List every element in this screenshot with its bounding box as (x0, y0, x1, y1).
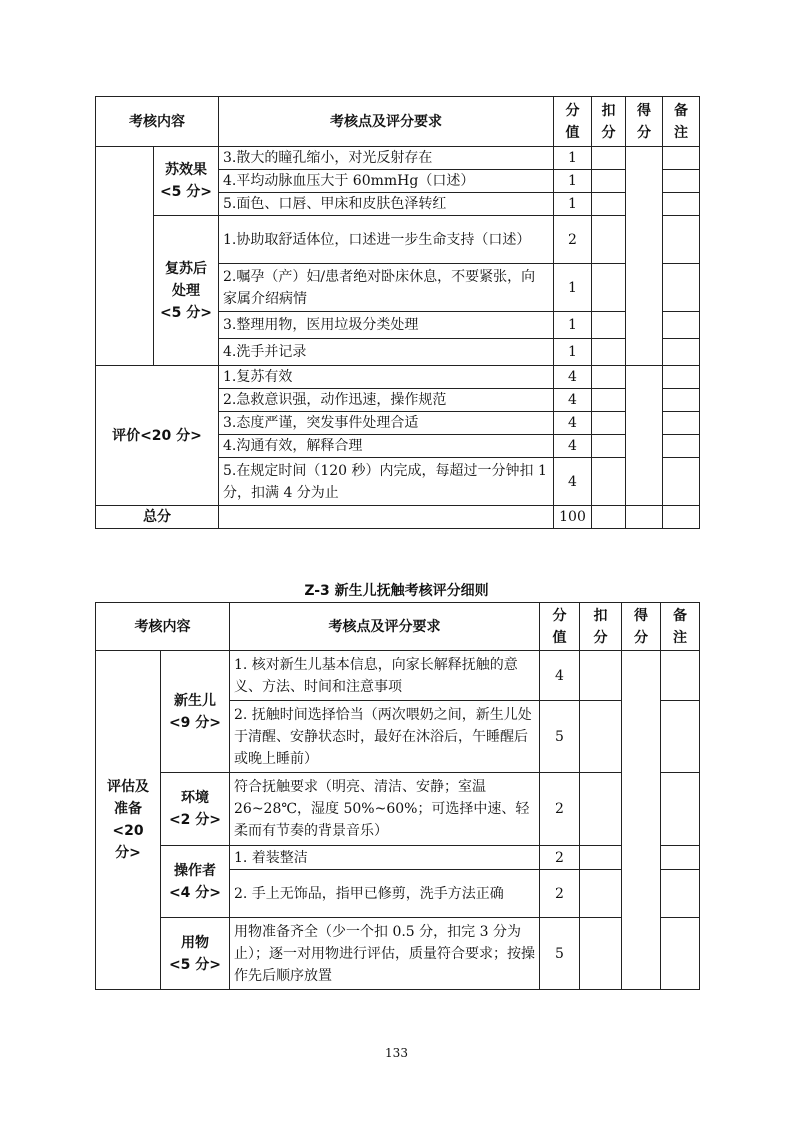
table-row: 3.整理用物，医用垃圾分类处理 (219, 312, 554, 339)
header-content: 考核内容 (96, 603, 230, 651)
table-row: 2. 抚触时间选择恰当（两次喂奶之间，新生儿处于清醒、安静状态时，最好在沐浴后，午睡醒后或晚上睡前） (230, 701, 540, 773)
table-row: 2.嘱孕（产）妇/患者绝对卧床休息，不要紧张，向家属介绍病情 (219, 264, 554, 312)
table-title: Z-3 新生儿抚触考核评分细则 (304, 583, 489, 599)
total-score: 100 (554, 506, 592, 529)
table-row: 符合抚触要求（明亮、清洁、安静；室温 26~28℃，湿度 50%~60%；可选择中速、轻柔而有节奏的背景音乐） (230, 773, 540, 846)
table-row: 2. 手上无饰品，指甲已修剪，洗手方法正确 (230, 870, 540, 918)
operator-label: 操作者 (174, 862, 216, 879)
got-cell[interactable] (626, 147, 663, 366)
header-got: 得 (637, 102, 651, 119)
group-label: 评估及 (107, 779, 149, 795)
table-row: 3.散大的瞳孔缩小，对光反射存在 (219, 147, 554, 170)
table-newborn-massage: 考核内容 考核点及评分要求 分 值 扣 分 得 分 备 注 评估及 准备 <20 分> 新生儿 <9 分> 1. 核对新生儿基本信息，向家长解释抚触的意义、方法、时间和注意事项 4 2. 抚触时间选择恰当（两次喂奶之间，新生儿处于清醒、安静状态时，最好在沐浴后，午睡醒后或晚上睡前） 5 环境 <2 分> 符合抚触要求（明亮、清洁、安静；室温 26~28℃，湿度 50%~60%；可选择中速、轻柔而有节奏的背景音乐） 2 操作者 <4 分> 1. 着装整洁 2 2. 手上无饰品，指甲已修剪，洗手方法正确 2 用物 <5 分> 用物准备齐全（少一个扣 0.5 分，扣完 3 分为止）；逐一对用物进行评估，质量符合要求；按操作先后顺序放置 5 (95, 602, 700, 990)
header-points: 考核点及评分要求 (230, 603, 540, 651)
table-row: 4.沟通有效，解释合理 (219, 435, 554, 458)
table-row: 1.协助取舒适体位，口述进一步生命支持（口述） (219, 216, 554, 264)
eval-label: 评价<20 分> (96, 366, 219, 506)
table-row: 1. 核对新生儿基本信息，向家长解释抚触的意义、方法、时间和注意事项 (230, 651, 540, 701)
post-label: 复苏后 (165, 260, 207, 277)
header-score: 分 (565, 102, 580, 119)
header-content: 考核内容 (96, 97, 219, 147)
table-row: 2.急救意识强，动作迅速，操作规范 (219, 389, 554, 412)
table-row: 5.在规定时间（120 秒）内完成，每超过一分钟扣 1 分，扣满 4 分为止 (219, 458, 554, 506)
baby-label: 新生儿 (174, 692, 216, 709)
page-number: 133 (385, 1046, 408, 1060)
table-row: 3.态度严谨，突发事件处理合适 (219, 412, 554, 435)
table-row: 用物准备齐全（少一个扣 0.5 分，扣完 3 分为止）；逐一对用物进行评估，质量符合要求；按操作先后顺序放置 (230, 918, 540, 990)
table-row: 4.洗手并记录 (219, 339, 554, 366)
resus-label: 苏效果 (165, 162, 207, 178)
tool-label: 用物 (181, 934, 209, 951)
total-label: 总分 (96, 506, 219, 529)
env-label: 环境 (181, 790, 209, 806)
table-row: 4.平均动脉血压大于 60mmHg（口述） (219, 170, 554, 193)
table-row: 1.复苏有效 (219, 366, 554, 389)
header-remark: 备 (674, 102, 688, 119)
header-deduct: 扣 (601, 102, 616, 119)
table-row: 5.面色、口唇、甲床和皮肤色泽转红 (219, 193, 554, 216)
table-resuscitation: 考核内容 考核点及评分要求 分 值 扣 分 得 分 备 注 苏效果 <5 分> 3.散大的瞳孔缩小，对光反射存在 1 4.平均动脉血压大于 60mmHg（口述） 1 5.面色、口唇、甲床和皮肤色泽转红 1 复苏后 处理 <5 分> 1.协助取舒适体位，口述进一步生命支持（口述） 2 2.嘱孕（产）妇/患者绝对卧床休息，不要紧张，向家属介绍病情 1 3.整理用物，医用垃圾分类处理 1 4.洗手并记录 1 评价<20 分> 1.复苏有效 4 2.急救意识强，动作迅速，操作规范 4 3.态度严谨，突发事件处理合适 4 4.沟通有效，解释合理 4 5.在规定时间（120 秒）内完成，每超过一分钟扣 1 分，扣满 4 分为止 4 总分 100 (95, 96, 700, 529)
table-row: 1. 着装整洁 (230, 846, 540, 870)
blank-left (96, 147, 154, 366)
header-points: 考核点及评分要求 (219, 97, 554, 147)
